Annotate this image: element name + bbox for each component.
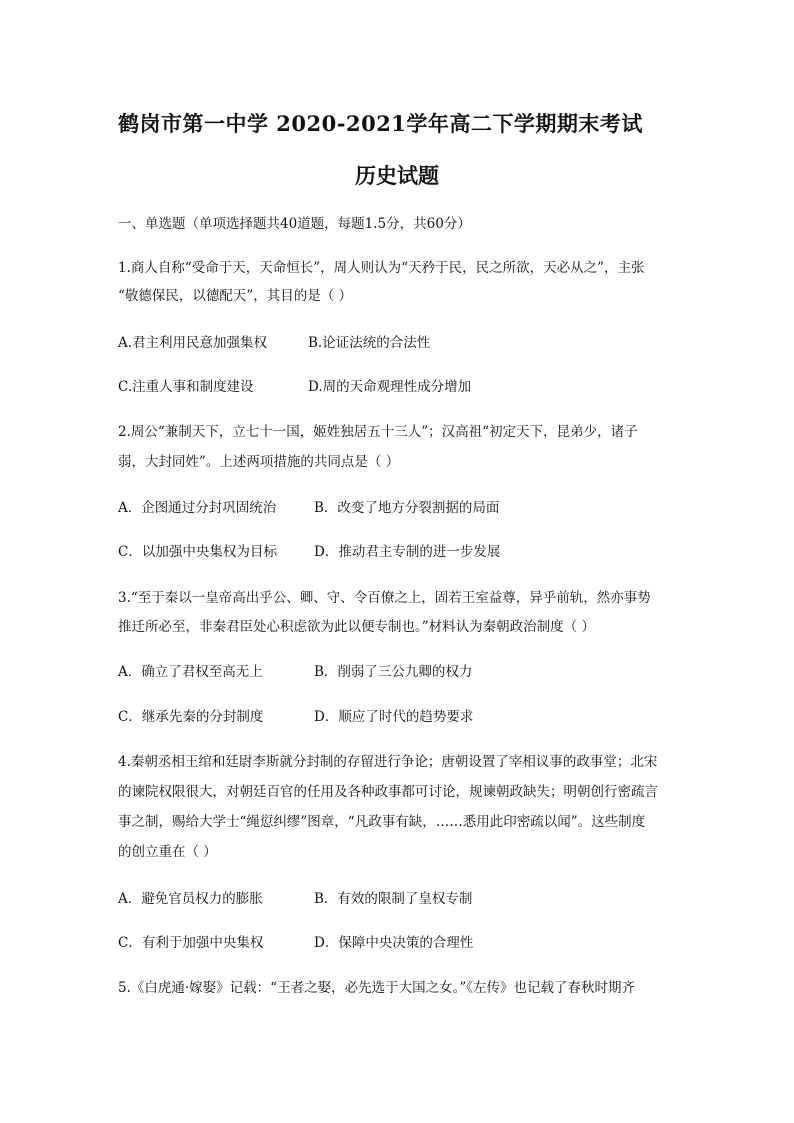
section-heading: 一、单选题（单项选择题共40道题，每题1.5分，共60分） xyxy=(118,216,471,232)
question-4-stem-line-1: 4.秦朝丞相王绾和廷尉李斯就分封制的存留进行争论；唐朝设置了宰相议事的政事堂；北宋 xyxy=(118,754,658,770)
question-1-stem-line-2: “敬德保民，以德配天”，其目的是（ ） xyxy=(118,288,353,304)
question-3-option-c: C．继承先秦的分封制度 xyxy=(118,709,264,725)
question-3-option-a: A．确立了君权至高无上 xyxy=(118,664,263,680)
question-4-stem-line-2: 的谏院权限很大，对朝廷百官的任用及各种政事都可讨论，规谏朝政缺失；明朝创行密疏言 xyxy=(118,784,658,800)
question-2-option-c: C．以加强中央集权为目标 xyxy=(118,544,277,560)
question-2-option-b: B．改变了地方分裂割据的局面 xyxy=(314,500,500,516)
question-3-stem-line-1: 3.“至于秦以一皇帝高出乎公、卿、守、令百僚之上，固若王室益尊，异乎前轨，然亦事势 xyxy=(118,590,651,606)
question-2-option-d: D．推动君主专制的进一步发展 xyxy=(314,544,501,560)
question-4-option-d: D．保障中央决策的合理性 xyxy=(314,935,474,951)
question-4-option-c: C．有利于加强中央集权 xyxy=(118,935,264,951)
question-4-option-b: B．有效的限制了皇权专制 xyxy=(314,891,473,907)
question-4-stem-line-4: 的创立重在（ ） xyxy=(118,844,217,860)
question-2-stem-line-1: 2.周公“兼制天下，立七十一国，姬姓独居五十三人”；汉高祖“初定天下，昆弟少，诸子 xyxy=(118,424,638,440)
question-1-option-d: D.周的天命观理性成分增加 xyxy=(308,379,472,395)
question-1-option-c: C.注重人事和制度建设 xyxy=(118,379,254,395)
question-2-stem-line-2: 弱，大封同姓”。上述两项措施的共同点是（ ） xyxy=(118,454,400,470)
question-3-option-d: D．顺应了时代的趋势要求 xyxy=(314,709,474,725)
question-3-stem-line-2: 推迁所必至，非秦君臣处心积虑欲为此以便专制也。”材料认为秦朝政治制度（ ） xyxy=(118,619,595,635)
question-4-option-a: A．避免官员权力的膨胀 xyxy=(118,891,263,907)
question-5-stem-line-1: 5.《白虎通·嫁娶》记载：“王者之娶，必先选于大国之女。”《左传》也记载了春秋时期齐 xyxy=(118,980,635,996)
exam-title: 鹤岗市第一中学 2020-2021学年高二下学期期末考试 xyxy=(118,111,643,136)
exam-subtitle: 历史试题 xyxy=(355,163,439,188)
question-1-stem-line-1: 1.商人自称“受命于天，天命恒长”，周人则认为“天矜于民，民之所欲，天必从之”，主张 xyxy=(118,260,645,276)
question-4-stem-line-3: 事之制，赐给大学士“绳愆纠缪”图章，“凡政事有缺，……悉用此印密疏以闻”。这些制度 xyxy=(118,814,646,830)
question-2-option-a: A．企图通过分封巩固统治 xyxy=(118,500,277,516)
question-3-option-b: B．削弱了三公九卿的权力 xyxy=(314,664,473,680)
question-1-option-b: B.论证法统的合法性 xyxy=(308,335,431,351)
question-1-option-a: A.君主利用民意加强集权 xyxy=(118,335,268,351)
